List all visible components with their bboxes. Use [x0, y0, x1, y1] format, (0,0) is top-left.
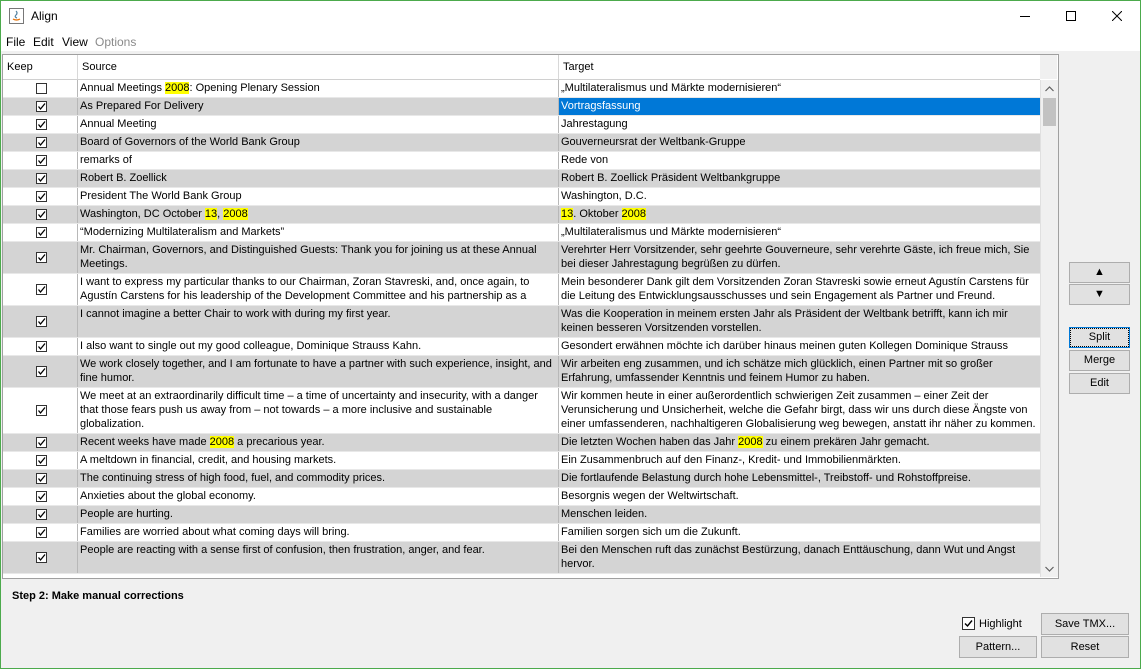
scroll-down-button[interactable] — [1041, 560, 1058, 577]
checkmark-icon — [37, 492, 46, 501]
target-cell[interactable] — [559, 356, 1040, 387]
highlighted-number: 2008 — [209, 436, 235, 448]
keep-checkbox[interactable] — [36, 252, 47, 263]
cell-text: I also want to single out my good colleague, Dominique Strauss Kahn. — [80, 340, 422, 352]
keep-checkbox[interactable] — [36, 527, 47, 538]
keep-checkbox[interactable] — [36, 366, 47, 377]
target-cell[interactable] — [559, 224, 1040, 241]
pattern-button[interactable]: Pattern... — [959, 636, 1037, 658]
header-keep[interactable]: Keep — [3, 55, 78, 79]
step-label: Step 2: Make manual corrections — [12, 590, 184, 602]
keep-cell — [3, 506, 78, 523]
cell-text: People are hurting. — [80, 508, 173, 520]
target-cell[interactable] — [559, 80, 1040, 97]
table-row[interactable] — [3, 524, 1040, 542]
keep-cell — [3, 206, 78, 223]
cell-text: Washington, DC October — [80, 208, 205, 220]
cell-text: Die letzten Wochen haben das Jahr — [561, 436, 739, 448]
highlighted-number: 2008 — [738, 436, 763, 448]
maximize-icon — [1066, 11, 1076, 21]
target-cell[interactable] — [559, 338, 1040, 355]
cell-text: Jahrestagung — [561, 118, 628, 130]
keep-cell — [3, 224, 78, 241]
checkmark-icon — [37, 228, 46, 237]
checkmark-icon — [37, 456, 46, 465]
alignment-table — [2, 54, 1059, 579]
cell-text: Anxieties about the global economy. — [80, 490, 256, 502]
keep-cell — [3, 152, 78, 169]
table-row[interactable] — [3, 388, 1040, 434]
cell-text: Familien sorgen sich um die Zukunft. — [561, 526, 741, 538]
keep-cell — [3, 542, 78, 573]
reset-button[interactable]: Reset — [1041, 636, 1129, 658]
cell-text: The continuing stress of high food, fuel, and commodity prices. — [80, 472, 386, 484]
menu-options: Options — [95, 35, 137, 49]
keep-cell — [3, 306, 78, 337]
checkmark-icon — [37, 510, 46, 519]
move-down-button[interactable] — [1069, 284, 1130, 305]
source-cell[interactable] — [78, 488, 559, 505]
keep-cell — [3, 488, 78, 505]
source-cell[interactable] — [78, 152, 559, 169]
vertical-scrollbar[interactable] — [1040, 80, 1058, 577]
cell-text: Families are worried about what coming days will bring. — [80, 526, 350, 538]
table-row[interactable] — [3, 170, 1040, 188]
cell-text: I cannot imagine a better Chair to work with during my first year. — [80, 308, 391, 320]
menu-view[interactable]: View — [62, 35, 88, 49]
source-cell[interactable] — [78, 542, 559, 573]
keep-checkbox[interactable] — [36, 137, 47, 148]
source-cell[interactable] — [78, 356, 559, 387]
cell-text: Board of Governors of the World Bank Group — [80, 136, 300, 148]
keep-cell — [3, 356, 78, 387]
checkmark-icon — [37, 138, 46, 147]
edit-button[interactable]: Edit — [1069, 373, 1130, 394]
target-cell[interactable] — [559, 388, 1040, 433]
keep-checkbox[interactable] — [36, 437, 47, 448]
keep-cell — [3, 134, 78, 151]
checkmark-icon — [37, 438, 46, 447]
cell-text: Ein Zusammenbruch auf den Finanz-, Kredit- und Immobilienmärkten. — [561, 454, 901, 466]
target-cell[interactable] — [559, 524, 1040, 541]
header-target[interactable]: Target — [563, 61, 594, 73]
checkmark-icon — [37, 285, 46, 294]
header-source[interactable]: Source — [78, 55, 559, 79]
table-rows — [3, 80, 1040, 574]
keep-cell — [3, 188, 78, 205]
keep-checkbox[interactable] — [36, 101, 47, 112]
cell-text: Menschen leiden. — [561, 508, 648, 520]
checkmark-icon — [37, 342, 46, 351]
target-cell[interactable] — [559, 152, 1040, 169]
checkmark-icon — [37, 120, 46, 129]
cell-text: Wir kommen heute in einer außerordentlich schwierigen Zeit zusammen – einer Zeit der Verunsicherung und Unsicherheit, welche die Gefahr birgt, dass wir uns durch diese Ängste von einer umfassenderen, nachhaltigeren Globalisierung weg bewegen, anstatt ihr näher zu kommen. — [561, 390, 1036, 430]
cell-text: Annual Meeting — [80, 118, 157, 130]
keep-cell — [3, 524, 78, 541]
checkmark-icon — [963, 618, 974, 629]
merge-button[interactable]: Merge — [1069, 350, 1130, 371]
scroll-up-button[interactable] — [1041, 80, 1058, 97]
cell-text: , — [217, 208, 224, 220]
cell-text: A meltdown in financial, credit, and housing markets. — [80, 454, 337, 466]
cell-text: Mein besonderer Dank gilt dem Vorsitzenden Zoran Stavreski sowie erneut Agustín Carstens für die Leitung des Entwicklungsausschusses und sein Engagement als Partner und Freund. — [561, 276, 1029, 302]
checkmark-icon — [37, 553, 46, 562]
checkmark-icon — [37, 406, 46, 415]
table-row[interactable] — [3, 116, 1040, 134]
source-cell[interactable] — [78, 470, 559, 487]
target-cell[interactable] — [559, 452, 1040, 469]
table-row[interactable] — [3, 134, 1040, 152]
keep-cell — [3, 98, 78, 115]
cell-text: : Opening Plenary Session — [189, 82, 320, 94]
source-cell[interactable] — [78, 338, 559, 355]
source-cell[interactable] — [78, 98, 559, 115]
split-button[interactable]: Split — [1069, 327, 1130, 348]
scroll-thumb[interactable] — [1043, 98, 1056, 126]
cell-text: People are reacting with a sense first of confusion, then frustration, anger, and fear. — [80, 544, 485, 556]
highlight-checkbox[interactable] — [962, 617, 975, 630]
keep-checkbox[interactable] — [36, 552, 47, 563]
table-row[interactable] — [3, 242, 1040, 274]
source-cell[interactable] — [78, 206, 559, 223]
cell-text: zu einem prekären Jahr gemacht. — [762, 436, 930, 448]
source-cell[interactable] — [78, 134, 559, 151]
minimize-button[interactable] — [1002, 1, 1048, 31]
cell-text: Gouverneursrat der Weltbank-Gruppe — [561, 136, 746, 148]
source-cell[interactable] — [78, 242, 559, 273]
keep-checkbox[interactable] — [36, 473, 47, 484]
keep-cell — [3, 116, 78, 133]
keep-cell — [3, 452, 78, 469]
target-cell[interactable] — [559, 542, 1040, 573]
chevron-down-icon — [1045, 566, 1054, 572]
table-row[interactable] — [3, 188, 1040, 206]
table-row[interactable] — [3, 338, 1040, 356]
cell-text: “Modernizing Multilateralism and Markets” — [80, 226, 285, 238]
cell-text: Wir arbeiten eng zusammen, und ich schätze mich glücklich, einen Partner mit so großer Erfahrung, umfassender Kenntnis und feinem Humor zu haben. — [561, 358, 993, 384]
table-header — [3, 55, 1040, 80]
cell-text: Was die Kooperation in meinem ersten Jahr als Präsident der Weltbank betrifft, kann ich mir keinen besseren Vorsitzenden vorstellen. — [561, 308, 1008, 334]
table-row[interactable] — [3, 274, 1040, 306]
keep-checkbox[interactable] — [36, 191, 47, 202]
keep-cell — [3, 388, 78, 433]
chevron-up-icon — [1045, 86, 1054, 92]
checkmark-icon — [37, 102, 46, 111]
keep-cell — [3, 434, 78, 451]
keep-checkbox[interactable] — [36, 119, 47, 130]
table-row[interactable] — [3, 206, 1040, 224]
cell-text: Bei den Menschen ruft das zunächst Bestürzung, danach Enttäuschung, dann Wut und Angst hervor. — [561, 544, 1016, 570]
target-cell[interactable] — [559, 506, 1040, 523]
table-row[interactable] — [3, 356, 1040, 388]
cell-text: We meet at an extraordinarily difficult time – a time of uncertainty and insecurity, with a danger that those fears push us away from – not towards – a more inclusive and sustainable globalization. — [80, 390, 538, 430]
move-up-button[interactable] — [1069, 262, 1130, 283]
minimize-icon — [1020, 11, 1030, 21]
java-app-icon — [9, 8, 24, 24]
keep-checkbox[interactable] — [36, 491, 47, 502]
checkmark-icon — [37, 367, 46, 376]
menu-bar — [1, 31, 1140, 51]
source-cell[interactable] — [78, 452, 559, 469]
target-cell[interactable] — [559, 206, 1040, 223]
cell-text: President The World Bank Group — [80, 190, 242, 202]
table-row[interactable] — [3, 506, 1040, 524]
target-cell[interactable] — [559, 170, 1040, 187]
highlighted-number: 2008 — [621, 208, 647, 220]
source-cell[interactable] — [78, 388, 559, 433]
cell-text: I want to express my particular thanks to our Chairman, Zoran Stavreski, and, once again, to Agustín Carstens for his leadership of the Development Committee and his partnership as a — [80, 276, 530, 302]
menu-file[interactable]: File — [6, 35, 26, 49]
header-corner — [1040, 55, 1057, 79]
checkmark-icon — [37, 528, 46, 537]
cell-text: Annual Meetings — [80, 82, 165, 94]
close-button[interactable] — [1094, 1, 1140, 31]
keep-cell — [3, 80, 78, 97]
table-row[interactable] — [3, 488, 1040, 506]
keep-checkbox[interactable] — [36, 227, 47, 238]
keep-checkbox[interactable] — [36, 341, 47, 352]
title-bar — [1, 1, 1140, 31]
close-icon — [1112, 11, 1122, 21]
checkmark-icon — [37, 192, 46, 201]
source-cell[interactable] — [78, 306, 559, 337]
source-cell[interactable] — [78, 170, 559, 187]
keep-checkbox[interactable] — [36, 455, 47, 466]
keep-cell — [3, 338, 78, 355]
source-cell[interactable] — [78, 506, 559, 523]
target-cell[interactable] — [559, 488, 1040, 505]
save-tmx-button[interactable]: Save TMX... — [1041, 613, 1129, 635]
table-row[interactable] — [3, 434, 1040, 452]
source-cell[interactable] — [78, 274, 559, 305]
checkmark-icon — [37, 210, 46, 219]
highlighted-number: 2008 — [223, 208, 248, 220]
table-row[interactable] — [3, 542, 1040, 574]
keep-cell — [3, 470, 78, 487]
cell-text: Washington, D.C. — [561, 190, 647, 202]
target-cell[interactable] — [559, 434, 1040, 451]
table-row[interactable] — [3, 98, 1040, 116]
target-cell[interactable] — [559, 116, 1040, 133]
cell-text: . Oktober — [573, 208, 622, 220]
keep-checkbox[interactable] — [36, 209, 47, 220]
source-cell[interactable] — [78, 116, 559, 133]
table-row[interactable] — [3, 152, 1040, 170]
keep-checkbox[interactable] — [36, 284, 47, 295]
cell-text: Mr. Chairman, Governors, and Distinguished Guests: Thank you for joining us at these Annual Meetings. — [80, 244, 537, 270]
keep-checkbox[interactable] — [36, 316, 47, 327]
target-cell[interactable] — [559, 242, 1040, 273]
keep-checkbox[interactable] — [36, 83, 47, 94]
cell-text: Robert B. Zoellick Präsident Weltbankgruppe — [561, 172, 781, 184]
table-row[interactable] — [3, 306, 1040, 338]
highlighted-number: 13 — [561, 208, 574, 220]
cell-text: Verehrter Herr Vorsitzender, sehr geehrte Gouverneure, sehr verehrte Gäste, ich freue mich, Sie bei dieser Jahrestagung begrüßen zu dürfen. — [561, 244, 1030, 270]
table-row[interactable] — [3, 452, 1040, 470]
keep-checkbox[interactable] — [36, 405, 47, 416]
target-cell[interactable] — [559, 274, 1040, 305]
cell-text: Robert B. Zoellick — [80, 172, 167, 184]
highlighted-number: 13 — [204, 208, 218, 220]
source-cell[interactable] — [78, 80, 559, 97]
keep-checkbox[interactable] — [36, 173, 47, 184]
highlighted-number: 2008 — [165, 82, 190, 94]
menu-edit[interactable]: Edit — [33, 35, 54, 49]
source-cell[interactable] — [78, 434, 559, 451]
keep-cell — [3, 242, 78, 273]
cell-text: Die fortlaufende Belastung durch hohe Lebensmittel-, Treibstoff- und Rohstoffpreise. — [561, 472, 971, 484]
arrow-down-icon: ▼ — [1094, 288, 1105, 300]
checkmark-icon — [37, 174, 46, 183]
cell-text: „Multilateralismus und Märkte modernisieren“ — [561, 82, 782, 94]
cell-text: a precarious year. — [234, 436, 325, 448]
arrow-up-icon: ▲ — [1094, 266, 1105, 278]
keep-cell — [3, 170, 78, 187]
cell-text: As Prepared For Delivery — [80, 100, 204, 112]
source-cell[interactable] — [78, 224, 559, 241]
checkmark-icon — [37, 474, 46, 483]
target-cell[interactable] — [559, 134, 1040, 151]
window-title: Align — [31, 9, 58, 23]
table-row[interactable] — [3, 470, 1040, 488]
cell-text: Vortragsfassung — [561, 100, 641, 112]
table-row[interactable] — [3, 80, 1040, 98]
cell-text: remarks of — [80, 154, 132, 166]
cell-text: Recent weeks have made — [80, 436, 210, 448]
checkmark-icon — [37, 253, 46, 262]
cell-text: Gesondert erwähnen möchte ich darüber hinaus meinen guten Kollegen Dominique Strauss — [561, 340, 1008, 352]
highlight-label: Highlight — [979, 618, 1022, 630]
checkmark-icon — [37, 156, 46, 165]
checkmark-icon — [37, 317, 46, 326]
target-cell[interactable] — [559, 306, 1040, 337]
keep-cell — [3, 274, 78, 305]
table-row[interactable] — [3, 224, 1040, 242]
cell-text: Besorgnis wegen der Weltwirtschaft. — [561, 490, 739, 502]
maximize-button[interactable] — [1048, 1, 1094, 31]
target-cell[interactable] — [559, 188, 1040, 205]
keep-checkbox[interactable] — [36, 509, 47, 520]
keep-checkbox[interactable] — [36, 155, 47, 166]
cell-text: Rede von — [561, 154, 609, 166]
cell-text: „Multilateralismus und Märkte modernisieren“ — [561, 226, 782, 238]
source-cell[interactable] — [78, 524, 559, 541]
cell-text: We work closely together, and I am fortunate to have a partner with such experience, insight, and fine humor. — [80, 358, 552, 384]
source-cell[interactable] — [78, 188, 559, 205]
target-cell[interactable] — [559, 470, 1040, 487]
target-cell[interactable] — [559, 98, 1040, 115]
